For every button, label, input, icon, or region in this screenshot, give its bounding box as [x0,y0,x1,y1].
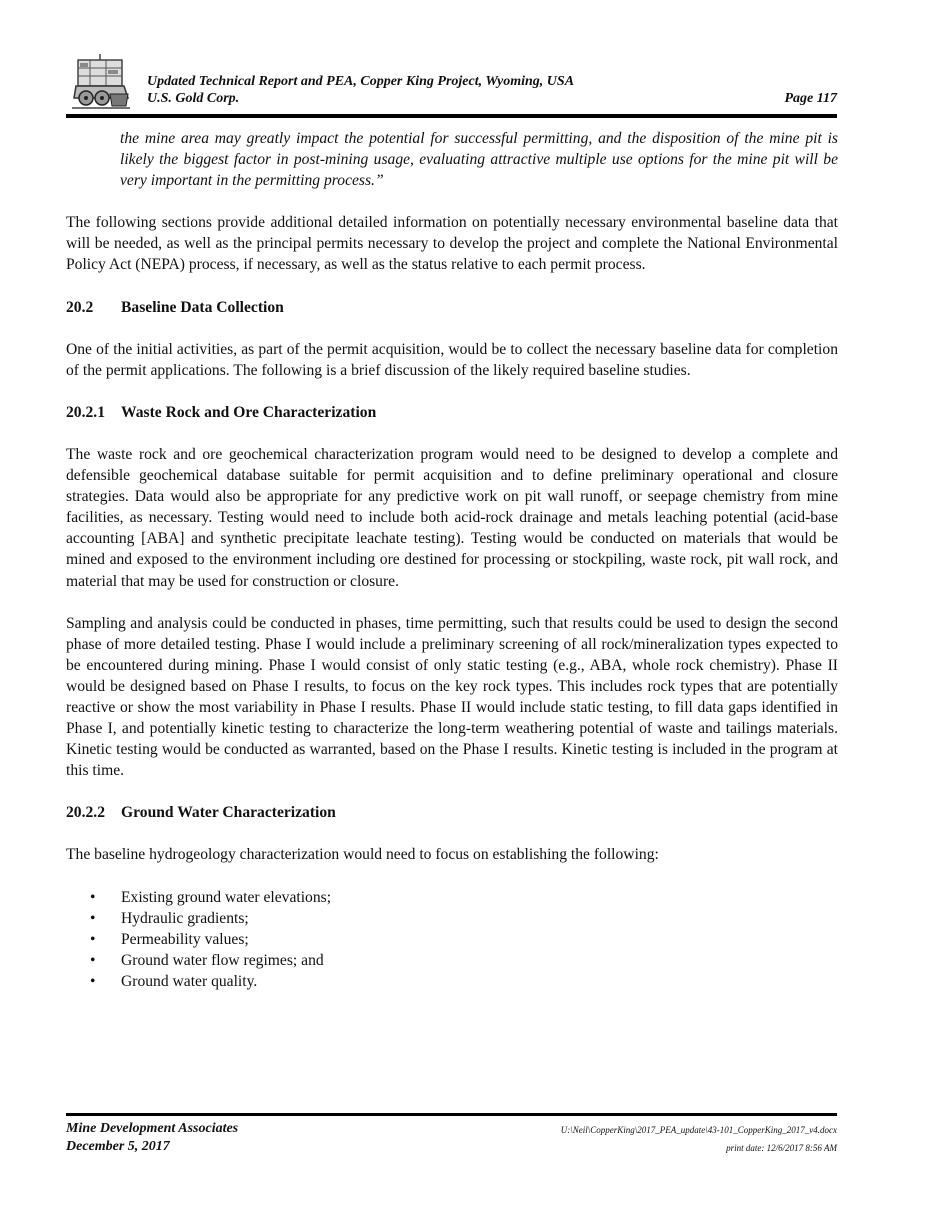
section-title: Ground Water Characterization [121,804,336,822]
section-title: Baseline Data Collection [121,298,284,316]
list-item: • Permeability values; [66,929,838,950]
bullet-icon: • [90,888,96,906]
page-body [66,128,838,992]
waste-rock-paragraph-2: Sampling and analysis could be conducted in phases, time permitting, such that results could be used to design the second phase of more detailed testing. Phase I would include a preliminary screening of all rock/mineralization types expected to be encountered during mining. Phase I would consist of only static testing (e.g., ABA, whole rock chemistry). Phase II would be designed based on Phase I results, to focus on the key rock types. This includes rock types that are potentially reactive or show the most variability in Phase I results. Phase II would include static testing, to fill data gaps identified in Phase I, and potentially kinetic testing to characterize the long-term weathering potential of waste and tailings materials. Kinetic testing would be conducted as warranted, based on the Phase I results. Kinetic testing is included in the program at this time. [66,614,838,780]
bullet-icon: • [90,951,96,969]
waste-rock-paragraph-1: The waste rock and ore geochemical characterization program would need to be designed to develop a complete and defensible geochemical database suitable for permit acquisition and to define preliminary operational and closure strategies. Data would also be appropriate for any predictive work on pit wall runoff, or seepage chemistry from mine facilities, as necessary. Testing would need to include both acid-rock drainage and metals leaching potential (acid-base accounting [ABA] and synthetic precipitate leachate testing). Testing would be conducted on materials that would be mined and exposed to the environment including ore destined for processing or stockpiling, waste rock, pit wall rock, and material that may be used for construction or closure. [66,445,838,590]
bullet-icon: • [90,930,96,948]
baseline-paragraph: One of the initial activities, as part of the permit acquisition, would be to collect the necessary baseline data for completion of the permit applications. The following is a brief discussion of the likely required baseline studies. [66,340,838,379]
ground-water-bullet-list [66,887,838,992]
ground-water-paragraph: The baseline hydrogeology characterization would need to focus on establishing the following: [66,846,659,864]
header-divider [66,114,837,118]
list-item: • Existing ground water elevations; [66,887,838,908]
list-item: • Hydraulic gradients; [66,908,838,929]
list-item: • Ground water flow regimes; and [66,950,838,971]
footer-file-path: U:\Neil\CopperKing\2017_PEA_update\43-101_CopperKing_2017_v4.docx [560,1125,837,1135]
footer-print-date: print date: 12/6/2017 8:56 AM [726,1143,837,1153]
block-quote: the mine area may greatly impact the potential for successful permitting, and the disposition of the mine pit is likely the biggest factor in post-mining usage, evaluating attractive multiple use options for the mine pit will be very important in the permitting process.” [120,130,838,190]
page-number: Page 117 [784,91,837,106]
footer-divider [66,1113,837,1116]
bullet-icon: • [90,909,96,927]
page-header [66,54,837,116]
section-title: Waste Rock and Ore Characterization [121,403,377,421]
section-number: 20.2.2 [66,804,105,822]
mining-machine-logo-icon [70,54,132,112]
section-heading-20-2-2 [66,802,838,823]
section-number: 20.2 [66,298,94,316]
section-heading-20-2-1 [66,402,838,423]
intro-paragraph: The following sections provide additional detailed information on potentially necessary environmental baseline data that will be needed, as well as the principal permits necessary to develop the project and complete the National Environmental Policy Act (NEPA) process, if necessary, as well as the status relative to each permit process. [66,214,838,274]
list-item: • Ground water quality. [66,971,838,992]
section-heading-20-2 [66,297,838,318]
footer-date: December 5, 2017 [66,1139,170,1154]
report-title: Updated Technical Report and PEA, Copper King Project, Wyoming, USA [147,74,575,89]
company-name: U.S. Gold Corp. [147,91,240,106]
bullet-icon: • [90,972,96,990]
section-number: 20.2.1 [66,403,105,421]
footer-organization: Mine Development Associates [66,1121,239,1136]
